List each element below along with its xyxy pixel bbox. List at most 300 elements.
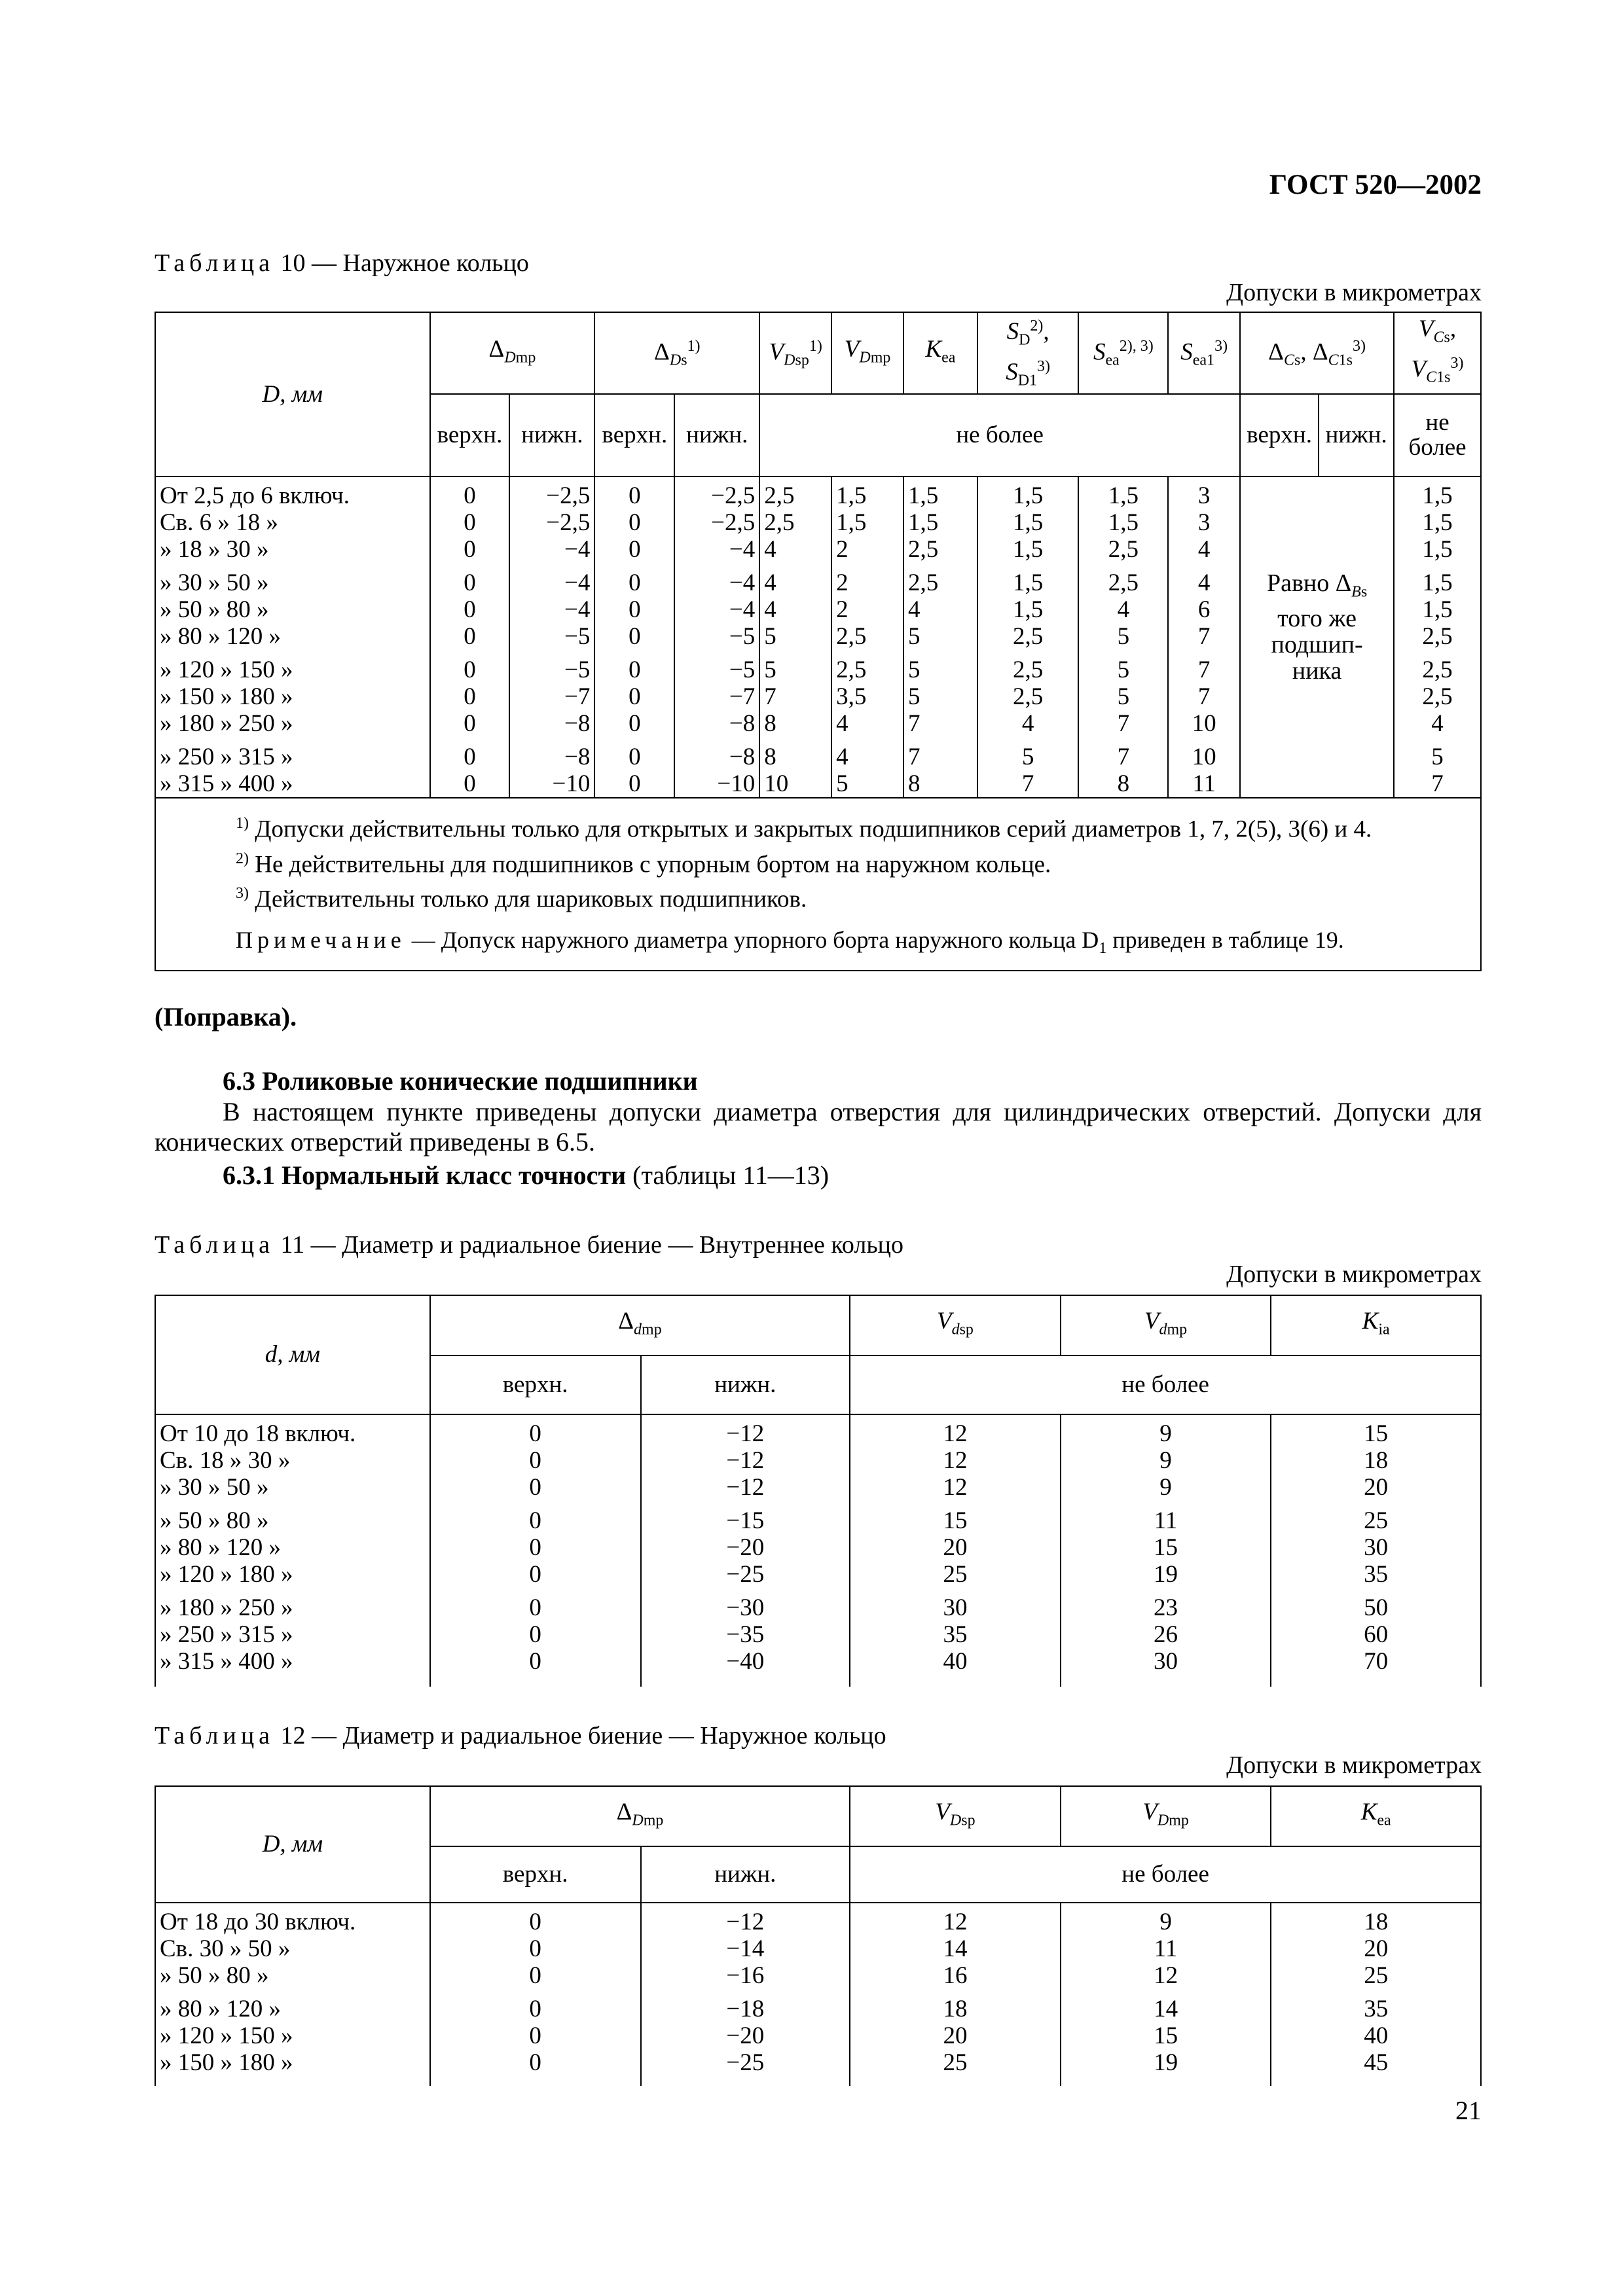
table-cell: 9 [1159,1447,1172,1474]
table-cell: 0 [464,536,476,564]
col-d-header: D, мм [155,312,430,476]
table-cell: 0 [529,1648,541,1675]
t10-col-11 [1394,476,1481,798]
table-cell: 0 [464,509,476,537]
table-cell: 10 [1192,710,1216,738]
col-delta-ds: $\Delta_{Ds}^{1)}$ [594,312,759,394]
table-cell: 5 [1117,656,1130,684]
table-cell: » 18 » 30 » [160,536,269,564]
t11-col-upper [430,1414,641,1687]
table-cell: 20 [943,1534,968,1561]
t12-col-lower [641,1903,850,2086]
t10-col-8 [977,476,1079,798]
document-header: ГОСТ 520—2002 [1269,170,1482,200]
table-cell: 30 [943,1594,968,1621]
t10-col-7 [903,476,977,798]
t11-col-lower [641,1414,850,1687]
table-cell: 1,5 [1422,536,1453,564]
table-cell: 4 [836,744,848,771]
table-cell: 2,5 [908,569,939,597]
table-cell: » 250 » 315 » [160,744,293,771]
table-cell: От 10 до 18 включ. [160,1420,356,1447]
table-cell: 0 [629,569,641,597]
table-cell: −8 [729,710,756,738]
caption-text: 12 — Диаметр и радиальное биение — Наружное кольцо [274,1722,886,1749]
table-cell: 25 [1364,1962,1389,1989]
table-cell: 2,5 [1422,623,1453,651]
note-tail: приведен в таблице 19. [1106,927,1344,954]
table-cell: 12 [943,1474,968,1501]
table-cell: 20 [1364,1935,1389,1962]
table-cell: −16 [726,1962,765,1989]
col-delta-dmp: $\Delta_{Dmp}$ [430,312,595,394]
table-cell: 2 [836,569,848,597]
table-cell: 1,5 [836,482,867,510]
col-vcs: $V_{Cs}$, $V_{C1s}^{3)}$ [1394,312,1481,394]
table-cell: 2,5 [764,482,795,510]
table-cell: 10 [1192,744,1216,771]
table-cell: 18 [1364,1909,1389,1935]
table-cell: 0 [629,710,641,738]
table-cell: 3,5 [836,683,867,711]
table-cell: 0 [629,536,641,564]
table-cell: −2,5 [546,482,591,510]
table-cell: 1,5 [1108,482,1139,510]
table-cell: 11 [1154,1507,1178,1534]
table-cell: 20 [1364,1474,1389,1501]
table-cell: 25 [1364,1507,1389,1534]
table-cell: 1,5 [1013,596,1044,624]
table-cell: 5 [908,683,921,711]
table-cell: −5 [729,623,756,651]
table-cell: 0 [529,1507,541,1534]
t10-col-9 [1078,476,1168,798]
table-cell: −5 [729,656,756,684]
t12-body [155,1903,1481,2086]
table-cell: 7 [1117,710,1130,738]
table10-units: Допуски в микрометрах [1226,279,1482,306]
table-cell: 9 [1159,1909,1172,1935]
table-cell: 0 [529,1935,541,1962]
table-cell: −15 [726,1507,765,1534]
table-cell: 1,5 [836,509,867,537]
t11-col-d-header: d, мм [155,1295,430,1414]
table-cell: » 120 » 150 » [160,656,293,684]
table-cell: » 315 » 400 » [160,1648,293,1675]
table-cell: 7 [1197,623,1211,651]
table-cell: 4 [1431,710,1444,738]
table-cell: 11 [1192,770,1216,798]
t11-col-vdsp: $V_{dsp}$ [850,1295,1061,1355]
table-cell: −12 [726,1474,765,1501]
table-cell: 15 [1364,1420,1389,1447]
table-cell: 0 [464,596,476,624]
table-cell: −14 [726,1935,765,1962]
table-cell: 5 [1431,744,1444,771]
table-cell: 1,5 [1422,482,1453,510]
equal-note-cell [1240,476,1394,798]
table-cell: 2,5 [836,656,867,684]
table-cell: 25 [943,1561,968,1588]
table-cell: −2,5 [711,482,756,510]
dmp-upper: верхн. [430,394,510,476]
table-cell: −4 [564,569,591,597]
table-cell: 8 [1117,770,1130,798]
table-cell: 0 [629,744,641,771]
table11-units: Допуски в микрометрах [1226,1261,1482,1288]
table-cell: 7 [764,683,776,711]
table-cell: » 315 » 400 » [160,770,293,798]
subsection-title: 6.3.1 Нормальный класс точности [223,1160,627,1190]
table-cell: 0 [629,623,641,651]
table-cell: 40 [1364,2022,1389,2049]
table-cell: −12 [726,1909,765,1935]
table-cell: 19 [1154,1561,1178,1588]
t12-col-vdsp: $V_{Dsp}$ [850,1786,1061,1846]
table-cell: 35 [1364,1996,1389,2022]
table-cell: 0 [529,1447,541,1474]
ds-lower: нижн. [674,394,759,476]
table-cell: −4 [564,596,591,624]
table12-units: Допуски в микрометрах [1226,1751,1482,1779]
table-cell: 12 [1154,1962,1178,1989]
table-cell: 1,5 [1013,569,1044,597]
t10-col-4 [674,476,759,798]
table-cell: −12 [726,1447,765,1474]
table-cell: 5 [1117,623,1130,651]
t11-upper: верхн. [430,1355,641,1414]
t11-not-more: не более [850,1355,1481,1414]
note-label: Примечание [236,927,406,954]
section-title: 6.3 Роликовые конические подшипники [223,1066,698,1096]
table-cell: » 120 » 180 » [160,1561,293,1588]
t10-col-6 [831,476,903,798]
table-cell: 2,5 [764,509,795,537]
t10-col-1 [430,476,510,798]
t12-col-upper [430,1903,641,2086]
table-cell: 0 [629,770,641,798]
col-kea: $K_{ea}$ [903,312,977,394]
table-cell: 4 [836,710,848,738]
table-cell: −18 [726,1996,765,2022]
t12-col-d-header: D, мм [155,1786,430,1903]
table10-note: Примечание — Допуск наружного диаметра упорного борта наружного кольца $D_1$ приведен в таблице 19. [236,927,1344,958]
table-cell: 2,5 [836,623,867,651]
table-cell: 12 [943,1909,968,1935]
table-cell: −8 [564,744,591,771]
table-cell: 60 [1364,1621,1389,1648]
t11-col-kia-values [1271,1414,1481,1687]
table-cell: 4 [1021,710,1034,738]
table-cell: 30 [1154,1648,1178,1675]
table-cell: 7 [1117,744,1130,771]
table-cell: 9 [1159,1474,1172,1501]
table-cell: −7 [729,683,756,711]
table-cell: » 80 » 120 » [160,1996,281,2022]
table-cell: −8 [729,744,756,771]
table-cell: 0 [464,710,476,738]
caption-label: Таблица [155,249,275,277]
table-cell: −8 [564,710,591,738]
table-cell: 0 [529,2022,541,2049]
table-cell: 2,5 [908,536,939,564]
table-cell: 0 [529,2049,541,2076]
t11-body [155,1414,1481,1687]
table-cell: 26 [1154,1621,1178,1648]
table-cell: Св. 18 » 30 » [160,1447,291,1474]
table-cell: 0 [529,1561,541,1588]
t11-lower: нижн. [641,1355,850,1414]
table-cell: −5 [564,623,591,651]
table-cell: 5 [1117,683,1130,711]
t11-col-d [155,1414,430,1687]
table-cell: » 150 » 180 » [160,683,293,711]
table12 [155,1785,1482,2086]
t11-col-vdsp-values [850,1414,1061,1687]
table-cell: 4 [1197,536,1211,564]
table-cell: » 50 » 80 » [160,596,269,624]
table-cell: » 80 » 120 » [160,1534,281,1561]
table-cell: 0 [529,1594,541,1621]
not-more-header: не более [759,394,1240,476]
table-cell: 45 [1364,2049,1389,2076]
table10 [155,312,1482,971]
t11-col-vdmp-values [1061,1414,1271,1687]
table-cell: 23 [1154,1594,1178,1621]
table-cell: 3 [1197,482,1211,510]
t11-col-vdmp: $V_{dmp}$ [1061,1295,1271,1355]
table11-caption [155,1230,903,1259]
t12-col-kea-values [1271,1903,1481,2086]
table-cell: 6 [1197,596,1211,624]
table-cell: » 30 » 50 » [160,1474,269,1501]
t12-lower: нижн. [641,1846,850,1903]
table-cell: 19 [1154,2049,1178,2076]
table-cell: » 150 » 180 » [160,2049,293,2076]
t11-col-delta: $\Delta_{dmp}$ [430,1295,850,1355]
table-cell: −2,5 [546,509,591,537]
table-cell: −12 [726,1420,765,1447]
table-cell: » 250 » 315 » [160,1621,293,1648]
table-cell: Св. 6 » 18 » [160,509,278,537]
t10-col-3 [594,476,674,798]
table-cell: 0 [529,1909,541,1935]
table-cell: 0 [529,1621,541,1648]
table-cell: 0 [529,1474,541,1501]
table-cell: Св. 30 » 50 » [160,1935,291,1962]
table-cell: 1,5 [908,509,939,537]
table-cell: 2,5 [1108,536,1139,564]
col-delta-cs: $\Delta_{Cs}$, $\Delta_{C1s}^{3)}$ [1240,312,1394,394]
table-cell: 5 [764,623,776,651]
table-cell: 0 [464,623,476,651]
table-cell: −25 [726,1561,765,1588]
t11-col-kia: $K_{ia}$ [1271,1295,1481,1355]
col-sea: $S_{ea}^{2), 3)}$ [1078,312,1168,394]
t10-col-d [155,476,430,798]
table-cell: 20 [943,2022,968,2049]
table-cell: −4 [729,569,756,597]
table-cell: 1,5 [1422,596,1453,624]
table-cell: 11 [1154,1935,1178,1962]
page-number: 21 [1455,2096,1482,2125]
table12-caption [155,1721,886,1750]
table-cell: 25 [943,2049,968,2076]
table-cell: −4 [729,596,756,624]
col-vdmp: $V_{Dmp}$ [831,312,903,394]
table-cell: 1,5 [1422,509,1453,537]
table-cell: » 50 » 80 » [160,1507,269,1534]
table-cell: 2,5 [1422,656,1453,684]
equal-note: Равно $\Delta_{Bs}$ того же подшип- ника [1266,569,1368,685]
table-cell: 1,5 [908,482,939,510]
table-cell: 0 [629,596,641,624]
table-cell: 1,5 [1013,536,1044,564]
table-cell: 7 [908,710,921,738]
t12-col-d [155,1903,430,2086]
dmp-lower: нижн. [509,394,594,476]
table-cell: 15 [1154,1534,1178,1561]
table-cell: 4 [1117,596,1130,624]
table-cell: 4 [908,596,921,624]
table-cell: 7 [908,744,921,771]
table-cell: −4 [564,536,591,564]
table-cell: 0 [464,683,476,711]
cs-lower: нижн. [1319,394,1394,476]
subsection-rest: (таблицы 11—13) [626,1160,830,1190]
t12-upper: верхн. [430,1846,641,1903]
table-cell: » 120 » 150 » [160,2022,293,2049]
t12-col-delta: $\Delta_{Dmp}$ [430,1786,850,1846]
table-cell: 0 [629,509,641,537]
table-cell: 14 [943,1935,968,1962]
section-paragraph: В настоящем пункте приведены допуски диаметра отверстия для цилиндрических отверстий. Допуски для конических отверстий приведены в 6.5. [155,1097,1482,1157]
note-text: — Допуск наружного диаметра упорного борта наружного кольца D [405,927,1099,954]
table-cell: 0 [529,1420,541,1447]
table-cell: 0 [464,656,476,684]
t10-col-10 [1168,476,1240,798]
table-cell: 0 [529,1996,541,2022]
table-cell: 4 [1197,569,1211,597]
table-cell: 0 [464,482,476,510]
t10-col-2 [509,476,594,798]
table-cell: 0 [629,656,641,684]
table11 [155,1295,1482,1687]
col-vdsp: $V_{Dsp}^{1)}$ [759,312,831,394]
t10-col-5 [759,476,831,798]
table-cell: −25 [726,2049,765,2076]
table-cell: 4 [764,596,776,624]
footnote-1: Допуски действительны только для открытых и закрытых подшипников серий диаметров 1, 7, 2(5), 3(6) и 4. [255,816,1372,843]
table-cell: −30 [726,1594,765,1621]
table-cell: 1,5 [1422,569,1453,597]
table-cell: 0 [464,744,476,771]
table-cell: 7 [1197,656,1211,684]
table-cell: −35 [726,1621,765,1648]
table-cell: 5 [764,656,776,684]
correction-text: (Поправка). [155,1002,297,1031]
caption-text: 10 — Наружное кольцо [274,249,529,277]
table-cell: 0 [464,569,476,597]
vcs-not-more: не более [1394,394,1481,476]
table-cell: » 180 » 250 » [160,1594,293,1621]
table-cell: −10 [717,770,756,798]
table-cell: 0 [629,683,641,711]
footnote-2: Не действительны для подшипников с упорным бортом на наружном кольце. [255,851,1051,878]
table-cell: 70 [1364,1648,1389,1675]
table-cell: 5 [1021,744,1034,771]
table-cell: 7 [1197,683,1211,711]
table-cell: 8 [908,770,921,798]
table-cell: 40 [943,1648,968,1675]
table-cell: 0 [529,1534,541,1561]
table-cell: 4 [764,569,776,597]
table-cell: 16 [943,1962,968,1989]
table-cell: −2,5 [711,509,756,537]
table-cell: » 30 » 50 » [160,569,269,597]
table-cell: 1,5 [1108,509,1139,537]
table-cell: 50 [1364,1594,1389,1621]
table-cell: 35 [943,1621,968,1648]
table-cell: » 180 » 250 » [160,710,293,738]
table-cell: » 80 » 120 » [160,623,281,651]
table-cell: 0 [464,770,476,798]
table-cell: От 2,5 до 6 включ. [160,482,350,510]
table-cell: 5 [836,770,848,798]
table-cell: 35 [1364,1561,1389,1588]
table-cell: −10 [552,770,591,798]
table-cell: −5 [564,656,591,684]
table-cell: −20 [726,1534,765,1561]
table-cell: 12 [943,1420,968,1447]
caption-text: 11 — Диаметр и радиальное биение — Внутреннее кольцо [274,1231,904,1259]
col-sd: $S_D^{2)}$, $S_{D1}^{3)}$ [977,312,1079,394]
cs-upper: верхн. [1240,394,1319,476]
ds-upper: верхн. [594,394,674,476]
t12-col-vdsp-values [850,1903,1061,2086]
table-cell: 14 [1154,1996,1178,2022]
table-cell: 2 [836,536,848,564]
footnote-3: Действительны только для шариковых подшипников. [255,886,807,913]
table-cell: 1,5 [1013,509,1044,537]
table-cell: −20 [726,2022,765,2049]
table-cell: 12 [943,1447,968,1474]
caption-label: Таблица [155,1231,275,1259]
table-cell: 2,5 [1013,683,1044,711]
table10-caption [155,249,529,278]
table-cell: 18 [943,1996,968,2022]
t12-col-vdmp: $V_{Dmp}$ [1061,1786,1271,1846]
table-cell: 4 [764,536,776,564]
table-cell: 0 [629,482,641,510]
table-cell: » 50 » 80 » [160,1962,269,1989]
table-cell: 2,5 [1013,623,1044,651]
table-cell: −4 [729,536,756,564]
table-cell: 8 [764,710,776,738]
table-cell: 5 [908,656,921,684]
table10-footnotes: $^{1)}$ Допуски действительны только для открытых и закрытых подшипников серий диаметров 1, 7, 2(5), 3(6) и 4. $^{2)}$ Не действительны для подшипников с упорным бортом на наружном кольце. $^{3)}$ Действительны только для шариковых подшипников. Примечание — Допуск наружного диаметра упорного борта наружного кольца $D_1$ приведен в таблице 19. [155,798,1481,970]
table-cell: −40 [726,1648,765,1675]
table-cell: 9 [1159,1420,1172,1447]
table-cell: 2,5 [1108,569,1139,597]
table-cell: 18 [1364,1447,1389,1474]
table-cell: 10 [764,770,789,798]
subsection [223,1160,829,1191]
table-cell: 7 [1021,770,1034,798]
table-cell: −7 [564,683,591,711]
table-cell: От 18 до 30 включ. [160,1909,356,1935]
table-cell: 8 [764,744,776,771]
